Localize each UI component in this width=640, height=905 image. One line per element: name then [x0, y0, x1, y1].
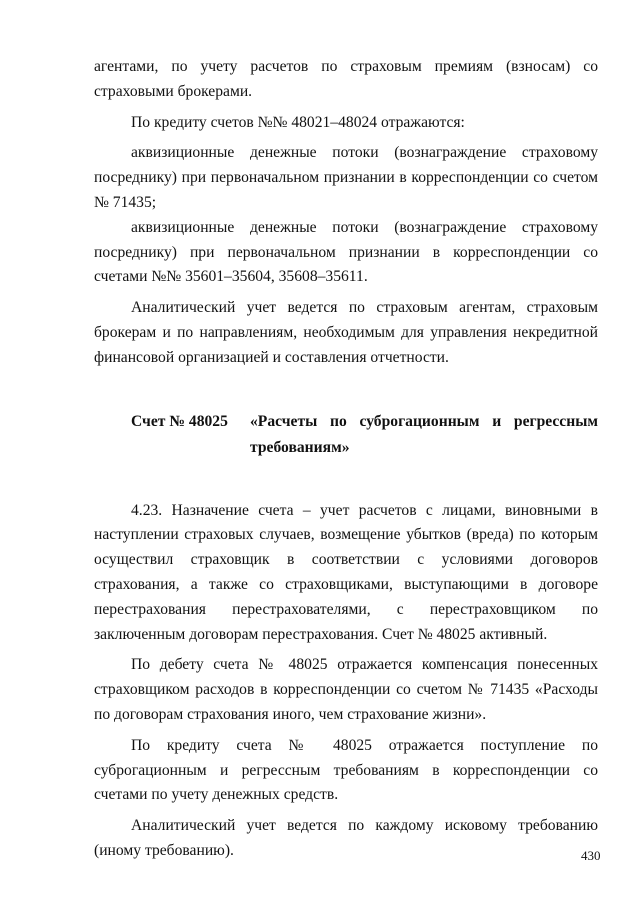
account-number: Счет № 48025 — [131, 412, 228, 430]
paragraph-credit-intro: По кредиту счетов №№ 48021–48024 отражаются: — [131, 113, 465, 131]
paragraph-credit: По кредиту счета № 48025 отражается поступление по суброгационным и регрессным требованиям в корреспонденции со счетами по учету денежных средств. — [94, 736, 598, 804]
paragraph-acquisition-1: аквизиционные денежные потоки (вознаграждение страховому посреднику) при первоначальном признании в корреспонденции со счетом № 71435; — [94, 144, 598, 211]
paragraph-acquisition-2: аквизиционные денежные потоки (вознаграждение страховому посреднику) при первоначальном признании в корреспонденции со счетами №№ 35601–35604, 35608–35611. — [94, 218, 598, 286]
paragraph-purpose: 4.23. Назначение счета – учет расчетов с лицами, виновными в наступлении страховых случаев, возмещение убытков (вреда) по которым осуществил страховщик в соответствии с условиями договоров страхования, а также со страховщиками, выступающими в договоре перестрахования перестрахователями, с перестраховщиком по заключенным договорам перестрахования. Счет № 48025 активный. — [94, 501, 598, 643]
paragraph-analytics-2: Аналитический учет ведется по каждому исковому требованию (иному требованию). — [94, 817, 598, 859]
paragraph-analytics-1: Аналитический учет ведется по страховым агентам, страховым брокерам и по направлениям, необходимым для управления некредитной финансовой организацией и составления отчетности. — [94, 299, 598, 366]
paragraph-continuation: агентами, по учету расчетов по страховым премиям (взносам) со страховыми брокерами. — [94, 58, 598, 100]
section-heading — [94, 409, 598, 461]
account-title: «Расчеты по суброгационным и регрессным требованиям» — [250, 412, 598, 456]
page-body — [94, 55, 598, 864]
page-number: 430 — [581, 848, 601, 863]
paragraph-debit: По дебету счета № 48025 отражается компенсация понесенных страховщиком расходов в корреспонденции со счетом № 71435 «Расходы по договорам страхования иного, чем страхование жизни». — [94, 656, 598, 723]
